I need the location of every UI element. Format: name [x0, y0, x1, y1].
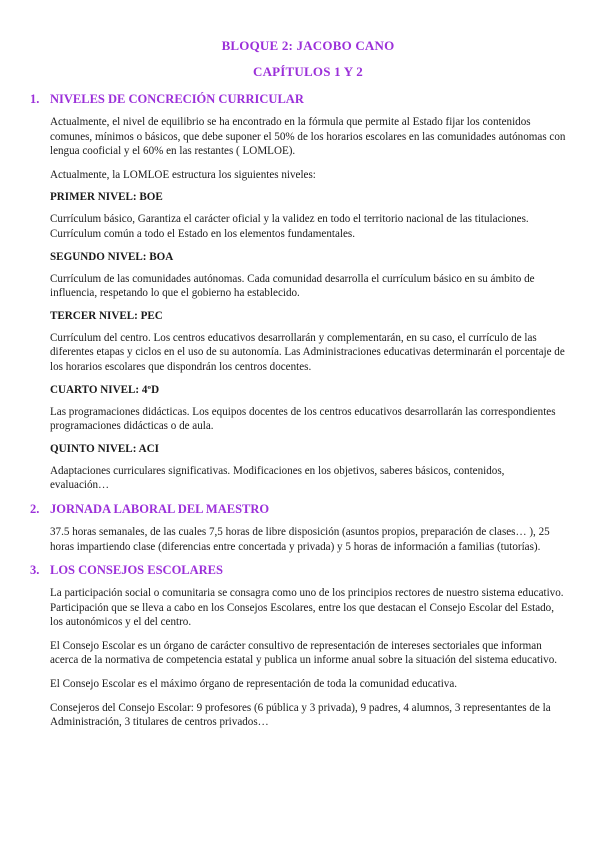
section-number: 3.: [30, 563, 40, 578]
paragraph: 37.5 horas semanales, de las cuales 7,5 horas de libre disposición (asuntos propios, preparación de clases… ), 25 horas impartiendo clase (diferencias entre concertada y privada) y 5 horas de información a familias (tutorías).: [50, 525, 550, 553]
section-heading-2: [30, 502, 566, 517]
level-title: PRIMER NIVEL: BOE: [50, 191, 163, 204]
level-text: Las programaciones didácticas. Los equipos docentes de los centros educativos desarrollarán las correspondientes programaciones didácticas o de aula.: [50, 405, 556, 433]
level-title: TERCER NIVEL: PEC: [50, 309, 163, 322]
document-subtitle: CAPÍTULOS 1 Y 2: [252, 64, 364, 79]
level-title: CUARTO NIVEL: 4ºD: [50, 383, 160, 396]
level-text: Currículum del centro. Los centros educativos desarrollarán y complementarán, en su caso, el currículo de las diferentes etapas y ciclos en el uso de su autonomía. Las Administraciones educativas determinarán el porcentaje de los horarios escolares que dispondrán los centros docentes.: [50, 331, 565, 373]
section-heading-1: [30, 92, 566, 107]
paragraph: Actualmente, la LOMLOE estructura los siguientes niveles:: [50, 168, 316, 181]
section-title: NIVELES DE CONCRECIÓN CURRICULAR: [50, 92, 304, 106]
level-text: Currículum básico, Garantiza el carácter oficial y la validez en todo el territorio nacional de las titulaciones. Currículum común a todo el Estado en los elementos fundamentales.: [50, 213, 529, 240]
level-title: QUINTO NIVEL: ACI: [50, 442, 159, 455]
section-number: 2.: [30, 501, 40, 516]
paragraph: El Consejo Escolar es el máximo órgano de representación de toda la comunidad educativa.: [50, 678, 458, 691]
section-heading-3: [30, 563, 566, 578]
level-text: Adaptaciones curriculares significativas. Modificaciones en los objetivos, saberes básicos, contenidos, evaluación…: [50, 464, 505, 492]
level-text: Currículum de las comunidades autónomas. Cada comunidad desarrolla el currículum básico en su ámbito de influencia, respetando lo que el gobierno ha establecido.: [50, 272, 535, 300]
document-title: BLOQUE 2: JACOBO CANO: [221, 38, 395, 53]
paragraph: Actualmente, el nivel de equilibrio se ha encontrado en la fórmula que permite al Estado fijar los contenidos comunes, mínimos o básicos, que debe suponer el 50% de los horarios escolares en las comunidades autónomas con lengua cooficial y el 60% en las restantes ( LOMLOE).: [50, 116, 566, 158]
paragraph: Consejeros del Consejo Escolar: 9 profesores (6 pública y 3 privada), 9 padres, 4 alumnos, 3 representantes de la Administración, 3 titulares de centros privados…: [50, 701, 551, 729]
section-number: 1.: [30, 92, 40, 106]
section-title: JORNADA LABORAL DEL MAESTRO: [50, 501, 270, 516]
paragraph: El Consejo Escolar es un órgano de carácter consultivo de representación de intereses sectoriales que informan acerca de la normativa de competencia estatal y publica un informe anual sobre la situación del sistema educativo.: [50, 639, 558, 667]
level-title: SEGUNDO NIVEL: BOA: [50, 250, 174, 263]
paragraph: La participación social o comunitaria se consagra como uno de los principios rectores de nuestro sistema educativo. Participación que se lleva a cabo en los Consejos Escolares, entre los que destacan el Consejo Escolar del Estado, los autonómicos y el del centro.: [50, 587, 564, 629]
section-title: LOS CONSEJOS ESCOLARES: [50, 563, 223, 578]
